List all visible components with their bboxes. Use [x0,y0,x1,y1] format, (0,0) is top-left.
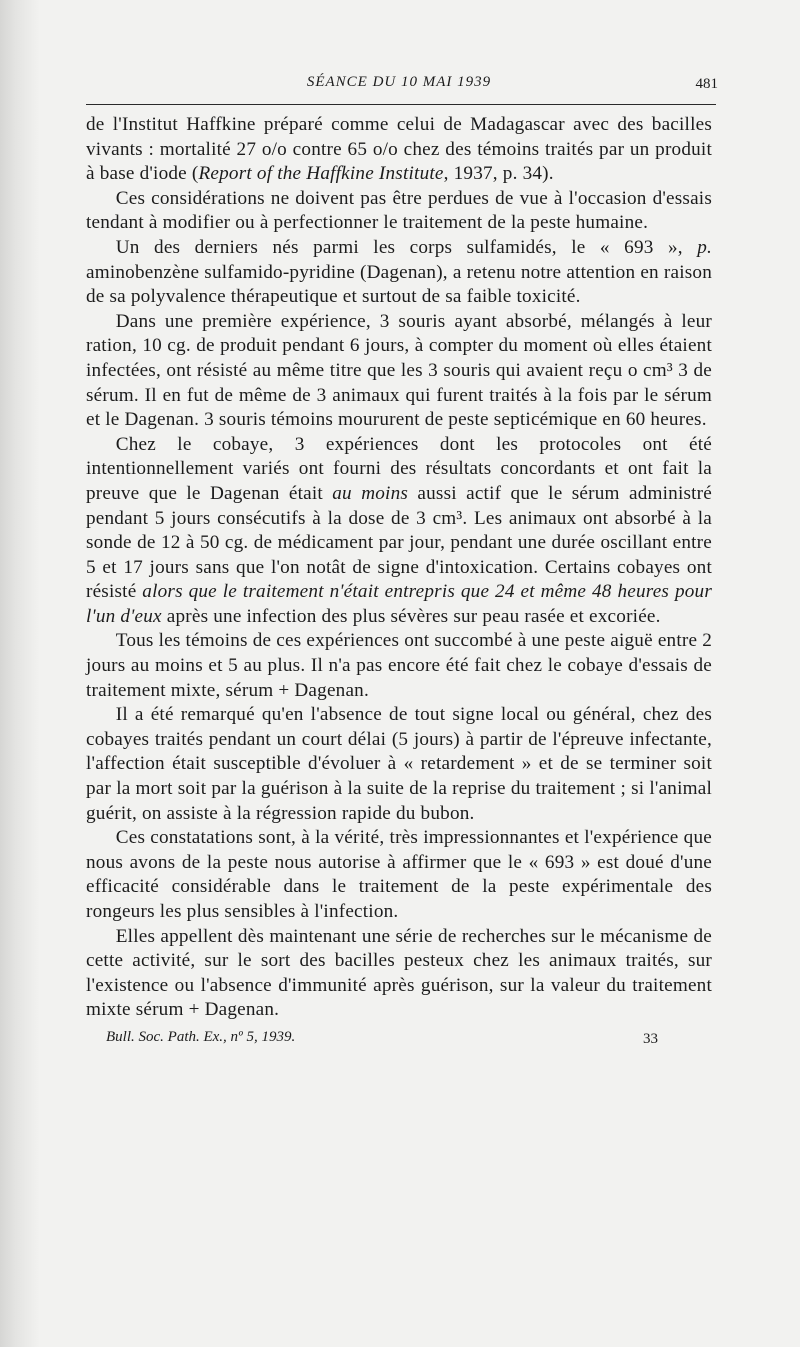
text-segment: Un des derniers nés parmi les corps sulfamidés, le « 693 », [115,236,698,258]
text-segment: aussi actif que le sérum administré pendant 5 jours consécutifs à la dose de 3 cm³. Les animaux ont absorbé à la sonde de 12 à 50 cg. de médicament par jour, pendant une durée oscillant entre 5 et 17 jours sans que l'on notât de signe d'intoxication. Certains cobayes ont résisté [86,482,712,603]
signature-mark: 33 [643,1030,658,1047]
paragraph [86,826,712,924]
page-number: 481 [695,76,718,92]
page-content [86,70,718,1053]
italic-text: alors que le traitement n'était entrepris que 24 et même 48 heures pour l'un d'eux [86,581,712,627]
running-title: SÉANCE DU 10 MAI 1939 [306,74,492,90]
italic-text: au moins [332,482,409,504]
paragraph [86,925,712,1023]
text-segment: , 1937, p. 34). [443,163,554,185]
text-segment: Elles appellent dès maintenant une série de recherches sur le mécanisme de cette activité, sur le sort des bacilles pesteux chez les animaux traités, sur l'existence ou l'absence d'immunité après guérison, sur la valeur du traitement mixte sérum + Dagenan. [86,925,712,1021]
body-text [86,113,712,1023]
paragraph [86,703,712,826]
paragraph [86,433,712,630]
paragraph [86,113,712,187]
text-segment: Tous les témoins de ces expériences ont succombé à une peste aiguë entre 2 jours au moins et 5 au plus. Il n'a pas encore été fait chez le cobaye d'essais de traitement mixte, sérum + Dagenan. [86,630,712,701]
paragraph [86,310,712,433]
journal-reference: Bull. Soc. Path. Ex., nº 5, 1939. [106,1028,296,1045]
text-segment: de l'Institut Haffkine préparé comme celui de Madagascar avec des bacilles vivants : mortalité 27 o/o contre 65 o/o chez des témoins traités par un produit à base d'iode ( [86,114,712,185]
header-rule [86,104,716,105]
paragraph [86,187,712,236]
running-head [86,70,718,100]
text-segment: Chez le cobaye, 3 expériences dont les protocoles ont été intentionnellement variés ont fourni des résultats concordants et ont fait la preuve que le Dagenan était [86,433,712,504]
paragraph [86,629,712,703]
paragraph [86,236,712,310]
text-segment: Ces constatations sont, à la vérité, très impressionnantes et l'expérience que nous avons de la peste nous autorise à affirmer que le « 693 » est doué d'une efficacité considérable dans le traitement de la peste expérimentale des rongeurs les plus sensibles à l'infection. [86,827,712,922]
text-segment: Ces considérations ne doivent pas être perdues de vue à l'occasion d'essais tendant à modifier ou à perfectionner le traitement de la peste humaine. [86,187,712,234]
text-segment: Il a été remarqué qu'en l'absence de tout signe local ou général, chez des cobayes traités pendant un court délai (5 jours) à partir de l'épreuve infectante, l'affection était susceptible d'évoluer à « retardement » et de se terminer soit par la mort soit par la guérison à la suite de la reprise du traitement ; si l'animal guérit, on assiste à la régression rapide du bubon. [86,704,712,824]
binding-shadow [0,0,40,1347]
text-segment: Dans une première expérience, 3 souris ayant absorbé, mélangés à leur ration, 10 cg. de produit pendant 6 jours, à compter du moment où elles étaient infectées, ont résisté au même titre que les 3 souris qui avaient reçu o cm³ 3 de sérum. Il en fut de même de 3 animaux qui furent traités à la fois par le sérum et le Dagenan. 3 souris témoins moururent de peste septicémique en 60 heures. [86,310,712,431]
page-footer [86,1027,712,1053]
italic-text: Report of the Haffkine Institute [198,163,444,185]
text-segment: après une infection des plus sévères sur peau rasée et excoriée. [161,605,661,627]
italic-text: p. [697,236,712,258]
text-segment: aminobenzène sulfamido-pyridine (Dagenan), a retenu notre attention en raison de sa polyvalence thérapeutique et surtout de sa faible toxicité. [86,261,712,308]
